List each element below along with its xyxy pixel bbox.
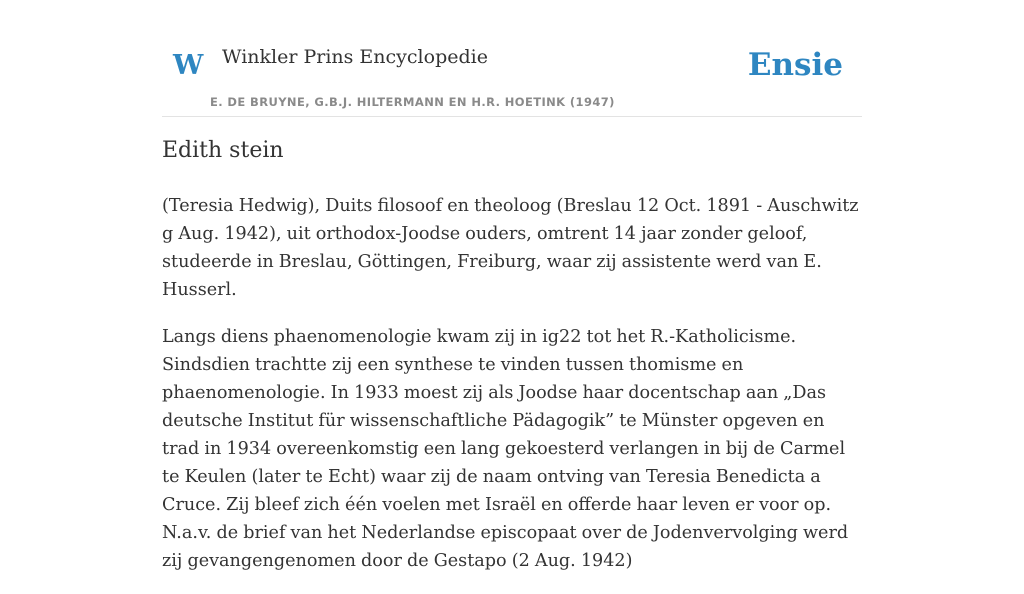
article-body [162,192,862,594]
article-paragraph: (Teresia Hedwig), Duits filosoof en theoloog (Breslau 12 Oct. 1891 - Auschwitz g Aug. 1942), uit orthodox-Joodse ouders, omtrent 14 jaar zonder geloof, studeerde in Breslau, Göttingen, Freiburg, waar zij assistente werd van E. Husserl. [162,196,859,300]
site-header [162,0,862,117]
source-authors: E. DE BRUYNE, G.B.J. HILTERMANN EN H.R. HOETINK (1947) [210,95,615,109]
article-paragraph: Langs diens phaenomenologie kwam zij in ig22 tot het R.-Katholicisme. Sindsdien trachtte zij een synthese te vinden tussen thomisme en phaenomenologie. In 1933 moest zij als Joodse haar docentschap aan „Das deutsche Institut für wissenschaftliche Pädagogik” te Münster opgeven en trad in 1934 overeenkomstig een lang gekoesterd verlangen in bij de Carmel te Keulen (later te Echt) waar zij de naam ontving van Teresia Benedicta a Cruce. Zij bleef zich één voelen met Israël en offerde haar leven er voor op. N.a.v. de brief van het Nederlandse episcopaat over de Jodenvervolging werd zij gevangengenomen door de Gestapo (2 Aug. 1942) [162,327,849,571]
brand-logo[interactable]: Ensie [747,47,843,83]
source-title[interactable]: Winkler Prins Encyclopedie [222,46,488,68]
ensie-logo-icon[interactable]: W [173,50,204,81]
article-headword: Edith stein [162,138,284,163]
